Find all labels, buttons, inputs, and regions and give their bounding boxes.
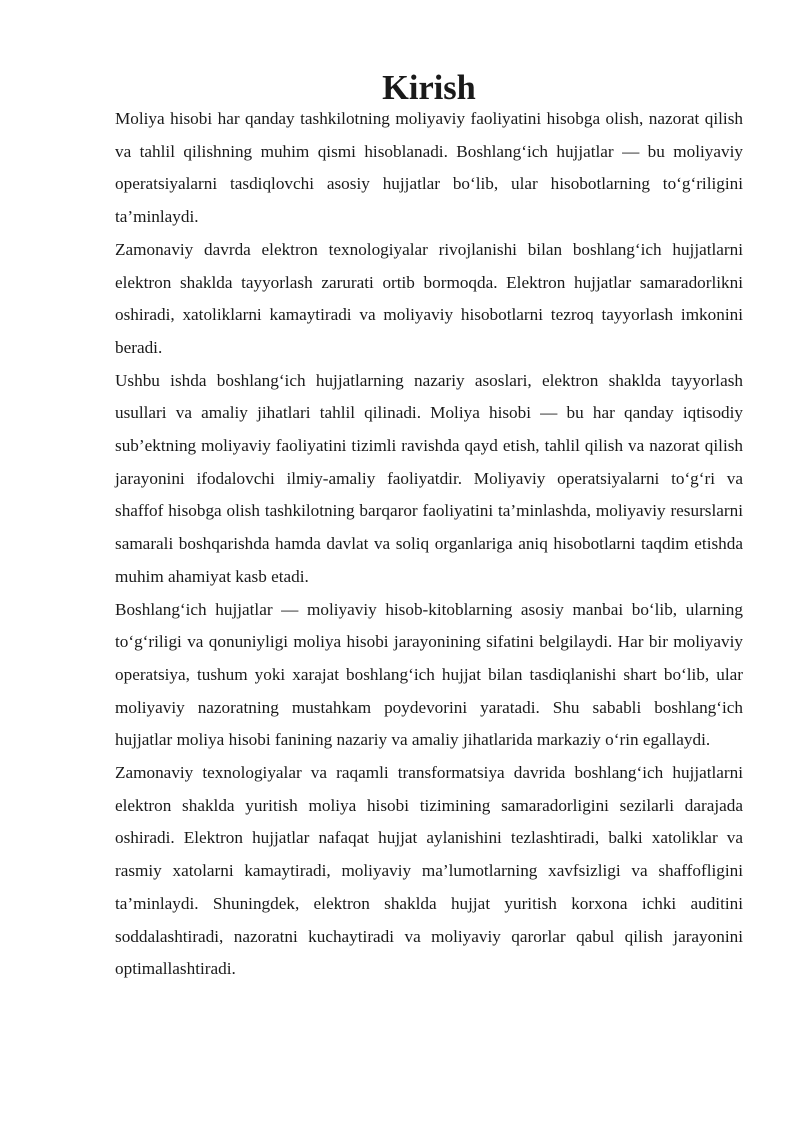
paragraph-3: Ushbu ishda boshlang‘ich hujjatlarning nazariy asoslari, elektron shaklda tayyorlash usullari va amaliy jihatlari tahlil qilinadi. Moliya hisobi — bu har qanday iqtisodiy sub’ektning moliyaviy faoliyatini tizimli ravishda qayd etish, tahlil qilish va nazorat qilish jarayonini ifodalovchi ilmiy-amaliy faoliyatdir. Moliyaviy operatsiyalarni to‘g‘ri va shaffof hisobga olish tashkilotning barqaror faoliyatini ta’minlashda, moliyaviy resurslarni samarali boshqarishda hamda davlat va soliq organlariga aniq hisobotlarni taqdim etishda muhim ahamiyat kasb etadi. (115, 370, 743, 586)
paragraph-1: Moliya hisobi har qanday tashkilotning moliyaviy faoliyatini hisobga olish, nazorat qilish va tahlil qilishning muhim qismi hisoblanadi. Boshlang‘ich hujjatlar — bu moliyaviy operatsiyalarni tasdiqlovchi asosiy hujjatlar bo‘lib, ular hisobotlarning to‘g‘riligini ta’minlaydi. (115, 109, 743, 227)
paragraph-5: Zamonaviy texnologiyalar va raqamli transformatsiya davrida boshlang‘ich hujjatlarni elektron shaklda yuritish moliya hisobi tizimining samaradorligini sezilarli darajada oshiradi. Elektron hujjatlar nafaqat hujjat aylanishini tezlashtiradi, balki xatoliklar va rasmiy xatolarni kamaytiradi, moliyaviy ma’lumotlarning xavfsizligi va shaffofligini ta’minlaydi. Shuningdek, elektron shaklda hujjat yuritish korxona ichki auditini soddalashtiradi, nazoratni kuchaytiradi va moliyaviy qarorlar qabul qilish jarayonini optimallashtiradi. (115, 763, 743, 979)
paragraph-4: Boshlang‘ich hujjatlar — moliyaviy hisob-kitoblarning asosiy manbai bo‘lib, ularning to‘g‘riligi va qonuniyligi moliya hisobi jarayonining sifatini belgilaydi. Har bir moliyaviy operatsiya, tushum yoki xarajat boshlang‘ich hujjat bilan tasdiqlanishi shart bo‘lib, ular moliyaviy nazoratning mustahkam poydevorini yaratadi. Shu sababli boshlang‘ich hujjatlar moliya hisobi fanining nazariy va amaliy jihatlarida markaziy o‘rin egallaydi. (115, 599, 743, 750)
document-body (115, 69, 743, 986)
paragraph-2: Zamonaviy davrda elektron texnologiyalar rivojlanishi bilan boshlang‘ich hujjatlarni elektron shaklda tayyorlash zarurati ortib bormoqda. Elektron hujjatlar samaradorlikni oshiradi, xatoliklarni kamaytiradi va moliyaviy hisobotlarni tezroq tayyorlash imkonini beradi. (115, 239, 743, 357)
section-title: Kirish (382, 69, 476, 107)
